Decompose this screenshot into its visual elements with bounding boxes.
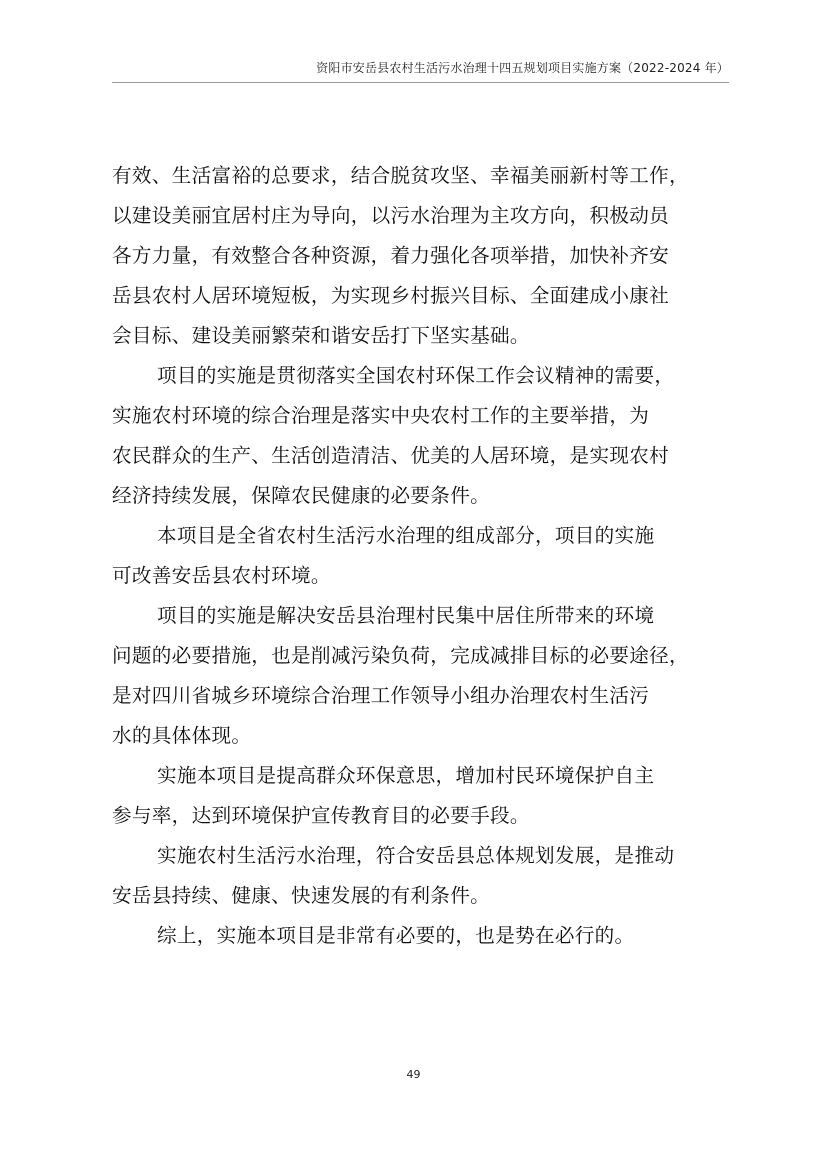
paragraph-2	[112, 356, 724, 516]
paragraph-line: 农民群众的生产、生活创造清洁、优美的人居环境，是实现农村	[112, 444, 670, 467]
paragraph-6	[112, 836, 724, 916]
paragraph-line: 实施农村环境的综合治理是落实中央农村工作的主要举措，为	[112, 404, 650, 427]
paragraph-line: 安岳县持续、健康、快速发展的有利条件。	[112, 884, 490, 907]
paragraph-1	[112, 156, 724, 356]
header-divider	[112, 82, 729, 83]
paragraph-line: 项目的实施是解决安岳县治理村民集中居住所带来的环境	[157, 604, 655, 627]
paragraph-line: 有效、生活富裕的总要求，结合脱贫攻坚、幸福美丽新村等工作，	[112, 164, 689, 187]
paragraph-line: 各方力量，有效整合各种资源，着力强化各项举措，加快补齐安	[112, 244, 670, 267]
running-header: 资阳市安岳县农村生活污水治理十四五规划项目实施方案（2022-2024 年）	[316, 61, 729, 75]
paragraph-line: 岳县农村人居环境短板，为实现乡村振兴目标、全面建成小康社	[112, 284, 670, 307]
paragraph-line: 实施农村生活污水治理，符合安岳县总体规划发展，是推动	[157, 844, 675, 867]
paragraph-line: 可改善安岳县农村环境。	[112, 564, 331, 587]
paragraph-line: 本项目是全省农村生活污水治理的组成部分，项目的实施	[157, 524, 655, 547]
paragraph-line: 项目的实施是贯彻落实全国农村环保工作会议精神的需要，	[157, 364, 675, 387]
paragraph-5	[112, 756, 724, 836]
paragraph-line: 综上，实施本项目是非常有必要的，也是势在必行的。	[157, 924, 635, 947]
paragraph-3	[112, 516, 724, 596]
document-body	[112, 156, 724, 956]
paragraph-line: 经济持续发展，保障农民健康的必要条件。	[112, 484, 490, 507]
paragraph-line: 以建设美丽宜居村庄为导向，以污水治理为主攻方向，积极动员	[112, 204, 670, 227]
paragraph-4	[112, 596, 724, 756]
paragraph-line: 实施本项目是提高群众环保意思，增加村民环境保护自主	[157, 764, 655, 787]
paragraph-line: 参与率，达到环境保护宣传教育目的必要手段。	[112, 804, 530, 827]
paragraph-line: 问题的必要措施，也是削减污染负荷，完成减排目标的必要途径，	[112, 644, 689, 667]
paragraph-line: 会目标、建设美丽繁荣和谐安岳打下坚实基础。	[112, 324, 530, 347]
page-number: 49	[406, 1068, 421, 1081]
paragraph-line: 水的具体体现。	[112, 724, 252, 747]
paragraph-7	[112, 916, 724, 956]
paragraph-line: 是对四川省城乡环境综合治理工作领导小组办治理农村生活污	[112, 684, 650, 707]
